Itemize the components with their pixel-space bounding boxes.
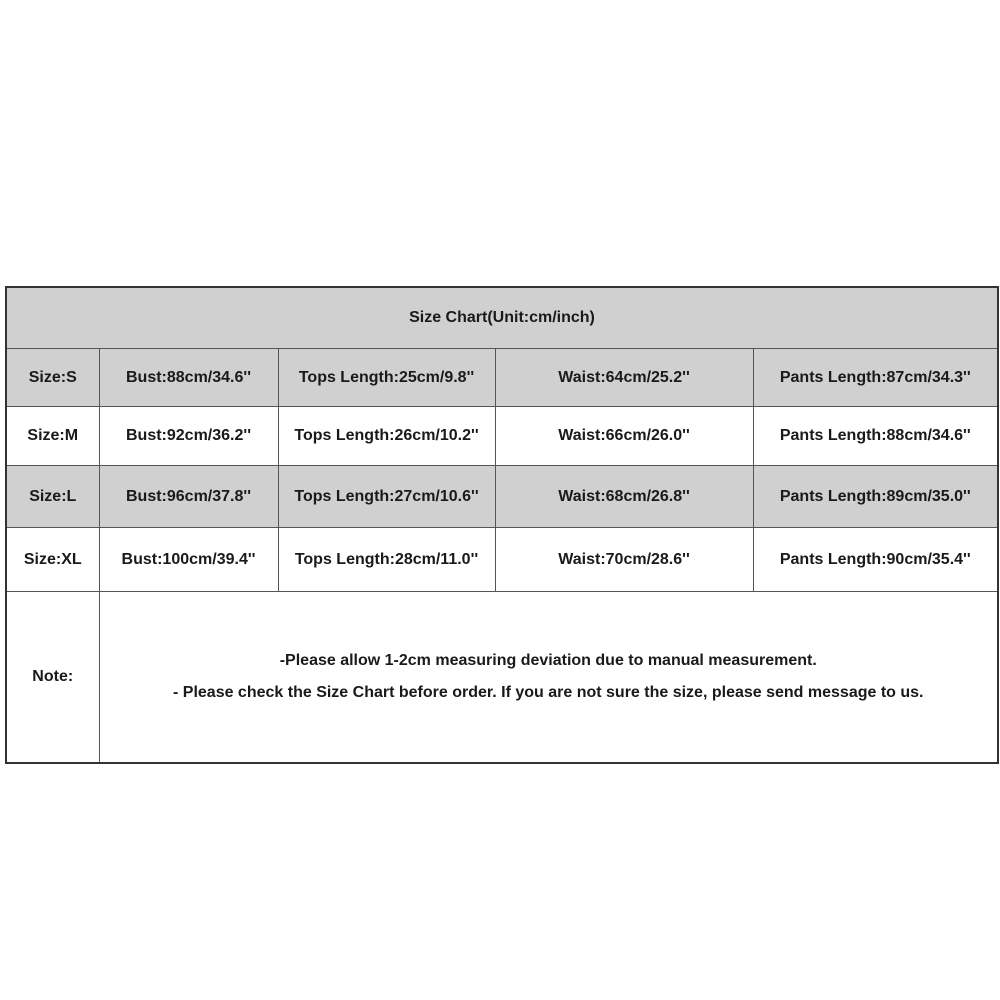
waist-cell: Waist:66cm/26.0'' bbox=[495, 407, 753, 466]
bust-cell: Bust:100cm/39.4'' bbox=[99, 528, 278, 592]
tops-length-cell: Tops Length:28cm/11.0'' bbox=[278, 528, 495, 592]
title-row bbox=[6, 287, 998, 349]
bust-cell: Bust:96cm/37.8'' bbox=[99, 466, 278, 528]
pants-length-cell: Pants Length:87cm/34.3'' bbox=[753, 349, 998, 407]
note-content bbox=[99, 592, 998, 764]
chart-title: Size Chart(Unit:cm/inch) bbox=[6, 287, 998, 349]
waist-cell: Waist:64cm/25.2'' bbox=[495, 349, 753, 407]
size-cell: Size:M bbox=[6, 407, 99, 466]
table-row bbox=[6, 528, 998, 592]
size-cell: Size:S bbox=[6, 349, 99, 407]
note-line: - Please check the Size Chart before order. If you are not sure the size, please send message to us. bbox=[173, 684, 924, 701]
table-row bbox=[6, 407, 998, 466]
size-cell: Size:L bbox=[6, 466, 99, 528]
tops-length-cell: Tops Length:27cm/10.6'' bbox=[278, 466, 495, 528]
note-label: Note: bbox=[6, 592, 99, 764]
bust-cell: Bust:92cm/36.2'' bbox=[99, 407, 278, 466]
bust-cell: Bust:88cm/34.6'' bbox=[99, 349, 278, 407]
size-cell: Size:XL bbox=[6, 528, 99, 592]
pants-length-cell: Pants Length:90cm/35.4'' bbox=[753, 528, 998, 592]
waist-cell: Waist:68cm/26.8'' bbox=[495, 466, 753, 528]
tops-length-cell: Tops Length:25cm/9.8'' bbox=[278, 349, 495, 407]
note-line: -Please allow 1-2cm measuring deviation due to manual measurement. bbox=[279, 652, 817, 669]
note-row bbox=[6, 592, 998, 764]
size-chart-table bbox=[5, 286, 999, 764]
waist-cell: Waist:70cm/28.6'' bbox=[495, 528, 753, 592]
table-row bbox=[6, 466, 998, 528]
pants-length-cell: Pants Length:89cm/35.0'' bbox=[753, 466, 998, 528]
table-row bbox=[6, 349, 998, 407]
pants-length-cell: Pants Length:88cm/34.6'' bbox=[753, 407, 998, 466]
tops-length-cell: Tops Length:26cm/10.2'' bbox=[278, 407, 495, 466]
